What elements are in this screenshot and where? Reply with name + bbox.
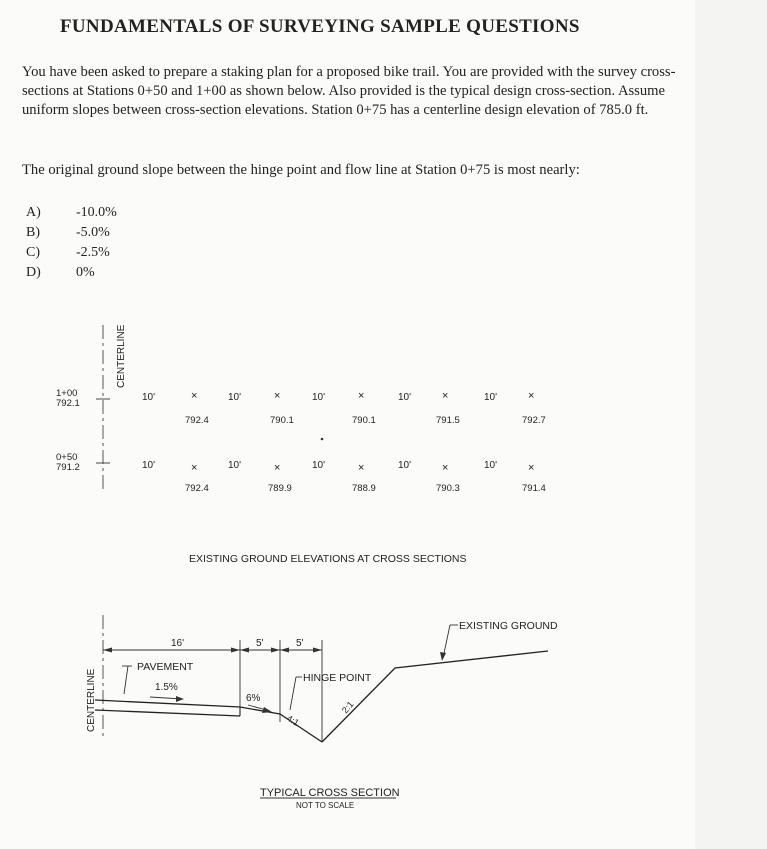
station-2-name: 0+50 bbox=[56, 452, 78, 463]
st1-spacing-3: 10' bbox=[312, 392, 326, 403]
dim-arrow bbox=[313, 648, 322, 653]
dim-shoulder-width: 5' bbox=[256, 638, 264, 649]
dim-foreslope-width: 5' bbox=[296, 638, 304, 649]
dim-arrow bbox=[103, 648, 112, 653]
backslope-existing-ground bbox=[322, 651, 548, 742]
plan-dot bbox=[321, 438, 324, 441]
st2-elev-2: 789.9 bbox=[268, 483, 292, 494]
st2-spacing-5: 10' bbox=[484, 460, 498, 471]
st1-elev-4: 791.5 bbox=[436, 415, 460, 426]
st1-mark-4: × bbox=[442, 390, 449, 402]
dim-arrow bbox=[231, 648, 240, 653]
st1-spacing-1: 10' bbox=[142, 392, 156, 403]
shoulder-slope: 6% bbox=[246, 693, 261, 704]
st2-spacing-2: 10' bbox=[228, 460, 242, 471]
pavement-top bbox=[95, 700, 240, 707]
station-1-elev: 792.1 bbox=[56, 398, 80, 409]
foreslope-ratio: 4:1 bbox=[285, 713, 301, 728]
st2-elev-5: 791.4 bbox=[522, 483, 546, 494]
backslope-ratio: 2:1 bbox=[339, 699, 356, 716]
dim-pavement-width: 16' bbox=[171, 638, 185, 649]
section-centerline-label: CENTERLINE bbox=[86, 668, 97, 732]
station-1-name: 1+00 bbox=[56, 388, 78, 399]
st2-spacing-4: 10' bbox=[398, 460, 412, 471]
arrow-head bbox=[440, 652, 446, 661]
option-c-value: -2.5% bbox=[76, 245, 110, 260]
st1-mark-3: × bbox=[358, 390, 365, 402]
option-d-value: 0% bbox=[76, 265, 95, 280]
shoulder-foreslope bbox=[240, 707, 322, 742]
st2-spacing-1: 10' bbox=[142, 460, 156, 471]
st1-elev-1: 792.4 bbox=[185, 415, 209, 426]
pavement-bottom bbox=[95, 710, 240, 716]
section-subcaption: NOT TO SCALE bbox=[296, 801, 355, 810]
st1-elev-5: 792.7 bbox=[522, 415, 546, 426]
st1-mark-1: × bbox=[191, 390, 198, 402]
station-2-elev: 791.2 bbox=[56, 462, 80, 473]
st2-mark-4: × bbox=[442, 462, 449, 474]
plan-centerline-label: CENTERLINE bbox=[116, 324, 127, 388]
st2-mark-3: × bbox=[358, 462, 365, 474]
st1-elev-2: 790.1 bbox=[270, 415, 294, 426]
st2-spacing-3: 10' bbox=[312, 460, 326, 471]
option-c-letter: C) bbox=[26, 245, 40, 260]
st2-mark-2: × bbox=[274, 462, 281, 474]
dim-arrow bbox=[271, 648, 280, 653]
survey-diagram bbox=[0, 300, 695, 830]
hinge-leader bbox=[290, 677, 296, 710]
option-a-value: -10.0% bbox=[76, 205, 117, 220]
st2-elev-4: 790.3 bbox=[436, 483, 460, 494]
st1-spacing-5: 10' bbox=[484, 392, 498, 403]
section-caption: TYPICAL CROSS SECTION bbox=[260, 787, 400, 799]
dim-arrow bbox=[240, 648, 249, 653]
st1-spacing-2: 10' bbox=[228, 392, 242, 403]
pavement-slope: 1.5% bbox=[155, 682, 178, 693]
option-b-value: -5.0% bbox=[76, 225, 110, 240]
plan-caption: EXISTING GROUND ELEVATIONS AT CROSS SECTIONS bbox=[189, 553, 467, 565]
arrow-head bbox=[176, 696, 184, 702]
pavement-leader bbox=[124, 666, 128, 694]
dim-arrow bbox=[280, 648, 289, 653]
hinge-point-label: HINGE POINT bbox=[303, 672, 372, 684]
pavement-label: PAVEMENT bbox=[137, 661, 194, 673]
option-a-letter: A) bbox=[26, 205, 41, 220]
option-d-letter: D) bbox=[26, 265, 41, 280]
document-title: FUNDAMENTALS OF SURVEYING SAMPLE QUESTIONS bbox=[60, 16, 580, 37]
problem-statement: You have been asked to prepare a staking plan for a proposed bike trail. You are provided with the survey cross-sections at Stations 0+50 and 1+00 as shown below. Also provided is the typical design cross-section. Assume uniform slopes between cross-section elevations. Station 0+75 has a centerline design elevation of 785.0 ft. bbox=[22, 64, 676, 118]
arrow-head bbox=[262, 707, 272, 713]
st1-mark-5: × bbox=[528, 390, 535, 402]
st2-elev-3: 788.9 bbox=[352, 483, 376, 494]
question-text: The original ground slope between the hinge point and flow line at Station 0+75 is most nearly: bbox=[22, 162, 580, 178]
st1-spacing-4: 10' bbox=[398, 392, 412, 403]
st1-elev-3: 790.1 bbox=[352, 415, 376, 426]
existing-ground-label: EXISTING GROUND bbox=[459, 620, 558, 632]
st2-mark-5: × bbox=[528, 462, 535, 474]
st1-mark-2: × bbox=[274, 390, 281, 402]
st2-elev-1: 792.4 bbox=[185, 483, 209, 494]
st2-mark-1: × bbox=[191, 462, 198, 474]
option-b-letter: B) bbox=[26, 225, 40, 240]
